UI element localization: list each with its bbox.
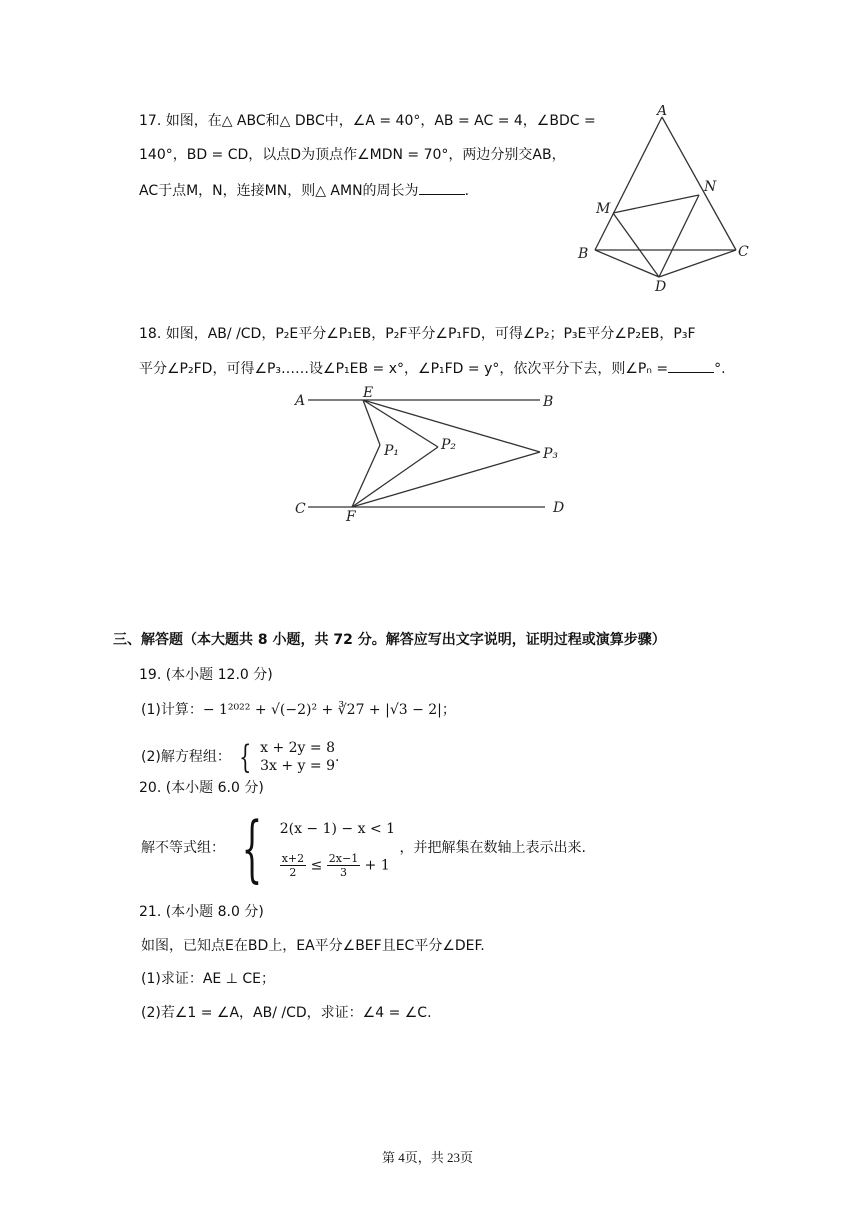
- q18-line2-end: °.: [714, 361, 726, 377]
- inequality-system: [280, 818, 395, 879]
- label-B: B: [578, 246, 589, 262]
- q21-stem: 如图，已知点E在BD上，EA平分∠BEF且EC平分∠DEF.: [141, 938, 485, 954]
- page-number: 第 4页，共 23页: [382, 1150, 474, 1165]
- inequality-2: [280, 852, 395, 879]
- answer-blank: [419, 180, 465, 195]
- q21-part1: (1)求证：AE ⊥ CE；: [141, 971, 275, 987]
- section-heading: 三、解答题（本大题共 8 小题，共 72 分。解答应写出文字说明，证明过程或演算步骤）: [113, 632, 666, 648]
- label-P3: P₃: [543, 446, 559, 462]
- equation-end: .: [335, 749, 340, 765]
- q17-line1: 17. 如图，在△ ABC和△ DBC中，∠A = 40°，AB = AC = 4，∠BDC =: [139, 113, 596, 129]
- inequality-2-tail: + 1: [364, 857, 390, 873]
- left-brace: {: [239, 738, 252, 776]
- label-N: N: [704, 179, 717, 195]
- q21-part2: (2)若∠1 = ∠A，AB/ /CD，求证：∠4 = ∠C.: [141, 1005, 432, 1021]
- label-E: E: [363, 385, 374, 401]
- fraction-2-numerator: 2x−1: [328, 851, 359, 865]
- q17-triangle-figure: [575, 105, 755, 295]
- inequality-1: 2(x − 1) − x < 1: [279, 820, 396, 837]
- q18-line2: [139, 358, 726, 379]
- fraction-2-denominator: 3: [339, 865, 347, 879]
- q20-label: 解不等式组：: [141, 840, 225, 856]
- q20-tail: ，并把解集在数轴上表示出来.: [399, 840, 586, 856]
- label-D: D: [655, 279, 667, 295]
- fraction-1: [280, 852, 306, 879]
- equation-2: 3x + y = 9: [260, 758, 335, 774]
- equation-system: [260, 739, 335, 775]
- less-equal-sign: ≤: [310, 857, 323, 873]
- q17-line3-text: AC于点M，N，连接MN，则△ AMN的周长为: [139, 183, 419, 199]
- q20-body: [141, 808, 586, 888]
- q17-line3: [139, 180, 469, 201]
- q19-header: 19. (本小题 12.0 分): [139, 667, 273, 683]
- q20-header: 20. (本小题 6.0 分): [139, 780, 264, 796]
- label-D: D: [553, 500, 565, 516]
- label-C: C: [738, 244, 749, 260]
- fraction-1-numerator: x+2: [281, 851, 305, 865]
- label-B: B: [543, 394, 554, 410]
- label-A: A: [295, 393, 306, 409]
- q19-part2: [141, 739, 339, 775]
- q19-part1: [141, 700, 456, 720]
- label-A: A: [657, 105, 668, 119]
- fraction-2: [327, 852, 360, 879]
- label-P2: P₂: [441, 437, 457, 453]
- label-P1: P₁: [384, 443, 400, 459]
- fraction-1-denominator: 2: [289, 865, 297, 879]
- answer-blank: [668, 358, 714, 373]
- label-M: M: [596, 201, 611, 217]
- q19-part1-label: (1)计算：: [141, 702, 203, 718]
- q18-line2-text: 平分∠P₂FD，可得∠P₃……设∠P₁EB = x°，∠P₁FD = y°，依次平分下去，则∠Pₙ =: [139, 361, 669, 377]
- q18-line1: 18. 如图，AB/ /CD，P₂E平分∠P₁EB，P₂F平分∠P₁FD，可得∠P₂；P₃E平分∠P₂EB，P₃F: [139, 326, 696, 342]
- q18-parallel-figure: [290, 385, 590, 525]
- q19-part2-label: (2)解方程组：: [141, 749, 231, 765]
- label-C: C: [295, 501, 306, 517]
- q17-line2: 140°，BD = CD，以点D为顶点作∠MDN = 70°，两边分别交AB，: [139, 147, 566, 163]
- label-F: F: [346, 509, 356, 525]
- q21-header: 21. (本小题 8.0 分): [139, 904, 264, 920]
- equation-1: x + 2y = 8: [260, 740, 335, 756]
- q17-line3-end: .: [464, 183, 470, 199]
- q19-part1-expression: − 1²⁰²² + √(−2)² + ∛27 + |√3 − 2|；: [202, 702, 456, 718]
- left-brace: {: [242, 806, 263, 890]
